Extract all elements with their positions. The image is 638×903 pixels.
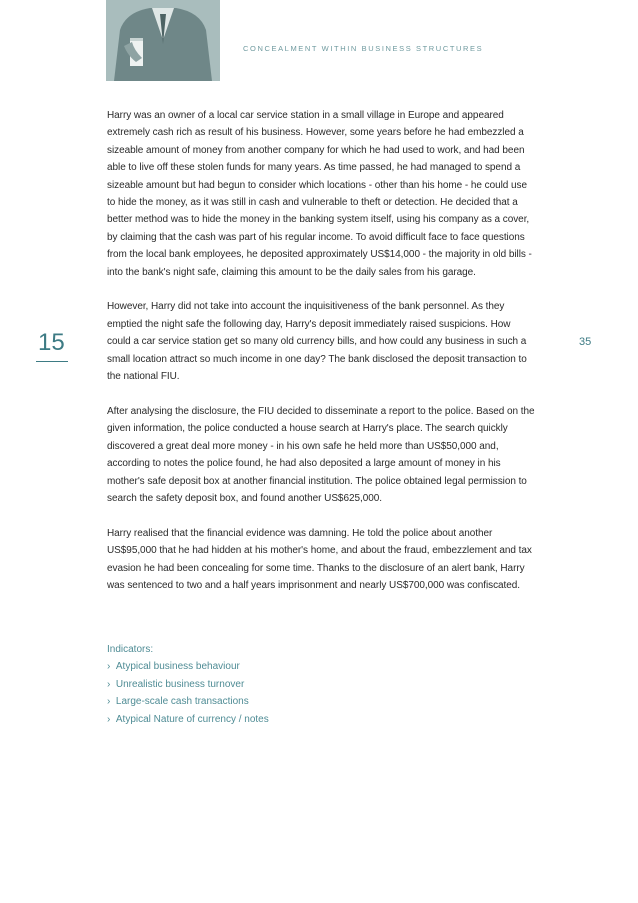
businessman-photo-icon bbox=[106, 0, 220, 81]
case-study-body bbox=[107, 107, 535, 612]
indicators-list bbox=[107, 658, 535, 728]
indicator-item: › Large-scale cash transactions bbox=[107, 693, 535, 710]
paragraph: Harry was an owner of a local car service station in a small village in Europe and appeared extremely cash rich as result of his business. However, some years before he had embezzled a sizeable amount of money from another company for which he had used to work, and had been able to live off these stolen funds for many years. As time passed, he had managed to spend a sizeable amount but had begun to consider which locations - other than his home - he could use to hide the money, as it was still in cash and vulnerable to theft or detection. He decided that a better method was to hide the money in the banking system itself, using his company as a cover, by claiming that the cash was part of his regular income. To avoid difficult face to face questions from the local bank employees, he deposited approximately US$14,000 - the majority in old bills - into the bank's night safe, claiming this amount to be the daily sales from his garage. bbox=[107, 110, 532, 278]
indicators-heading: Indicators: bbox=[107, 644, 154, 655]
indicator-item: › Unrealistic business turnover bbox=[107, 676, 535, 693]
indicator-item: › Atypical Nature of currency / notes bbox=[107, 711, 535, 728]
header-photo bbox=[106, 0, 220, 81]
indicator-item: › Atypical business behaviour bbox=[107, 658, 535, 675]
page-number: 35 bbox=[579, 336, 592, 348]
running-title: CONCEALMENT WITHIN BUSINESS STRUCTURES bbox=[243, 44, 484, 53]
paragraph: Harry realised that the financial evidence was damning. He told the police about another US$95,000 that he had hidden at his mother's home, and about the fraud, embezzlement and tax evasion he had been concealing for some time. Thanks to the disclosure of an alert bank, Harry was sentenced to two and a half years imprisonment and nearly US$700,000 was confiscated. bbox=[107, 527, 532, 591]
case-number-underline bbox=[36, 361, 68, 362]
case-number: 15 bbox=[38, 329, 65, 356]
paragraph: After analysing the disclosure, the FIU decided to disseminate a report to the police. Based on the given information, the police conducted a house search at Harry's place. The search quickly discovered a great deal more money - in his own safe he held more than US$50,000 and, according to notes the police found, he had also deposited a large amount of money in his mother's safe deposit box at another financial institution. The police obtained legal permission to search the safety deposit box, and found another US$625,000. bbox=[107, 405, 535, 504]
paragraph: However, Harry did not take into account the inquisitiveness of the bank personnel. As they emptied the night safe the following day, Harry's deposit immediately raised suspicions. How could a car service station get so many old currency bills, and how could any business in such a small location attract so much income in one day? The bank disclosed the deposit transaction to the national FIU. bbox=[107, 301, 527, 383]
indicators-section bbox=[107, 641, 535, 728]
